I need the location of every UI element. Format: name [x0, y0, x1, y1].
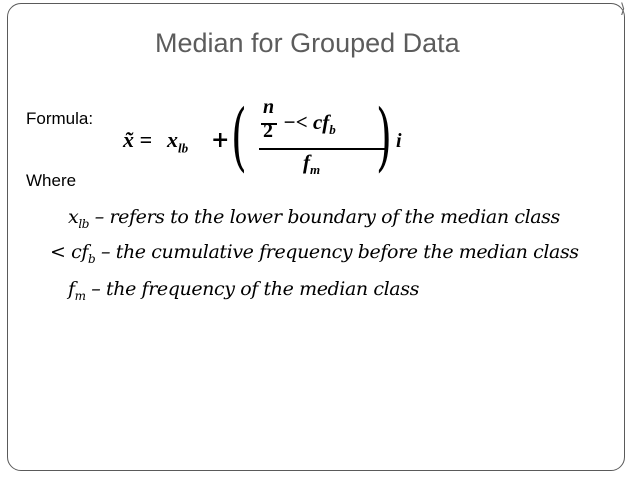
slide [7, 3, 625, 471]
formula-num-rest-text: −< cf [283, 110, 330, 134]
definition-symbol: $f_m$ [68, 278, 86, 303]
formula-lhs: x̃ = [123, 127, 153, 152]
definition-symbol: < $cf_b$ [50, 241, 96, 266]
formula-left-paren: ( [231, 94, 247, 180]
formula-fraction-line [259, 148, 387, 150]
formula-num-2: 2 [263, 120, 273, 142]
formula-multiplier: i [396, 130, 402, 152]
slide-title: Median for Grouped Data [155, 28, 460, 58]
definition-symbol: $x_{lb}$ [68, 206, 90, 231]
definition-cfb [50, 241, 579, 266]
formula-xlb-sub: lb [178, 140, 189, 156]
formula-right-paren: ) [376, 94, 392, 180]
formula-den-base: f [303, 150, 310, 174]
formula-plus: + [211, 127, 230, 153]
formula-den-sub: m [310, 162, 321, 178]
definition-xlb [68, 206, 560, 231]
where-label: Where [26, 171, 77, 190]
formula-num-sub: b [329, 122, 336, 138]
definition-text: – refers to the lower boundary of the median class [94, 206, 560, 228]
formula-num-n: n [263, 96, 275, 118]
formula-den [303, 150, 320, 178]
formula-num-rest [283, 110, 336, 138]
definition-text: – the frequency of the median class [91, 278, 419, 300]
formula-xlb [167, 127, 188, 156]
chevron-right-icon[interactable]: ⟩ [620, 1, 626, 17]
definition-fm [68, 278, 419, 303]
formula-xlb-base: x [167, 127, 178, 152]
formula-label: Formula: [26, 109, 94, 128]
definition-text: – the cumulative frequency before the median class [100, 241, 579, 263]
